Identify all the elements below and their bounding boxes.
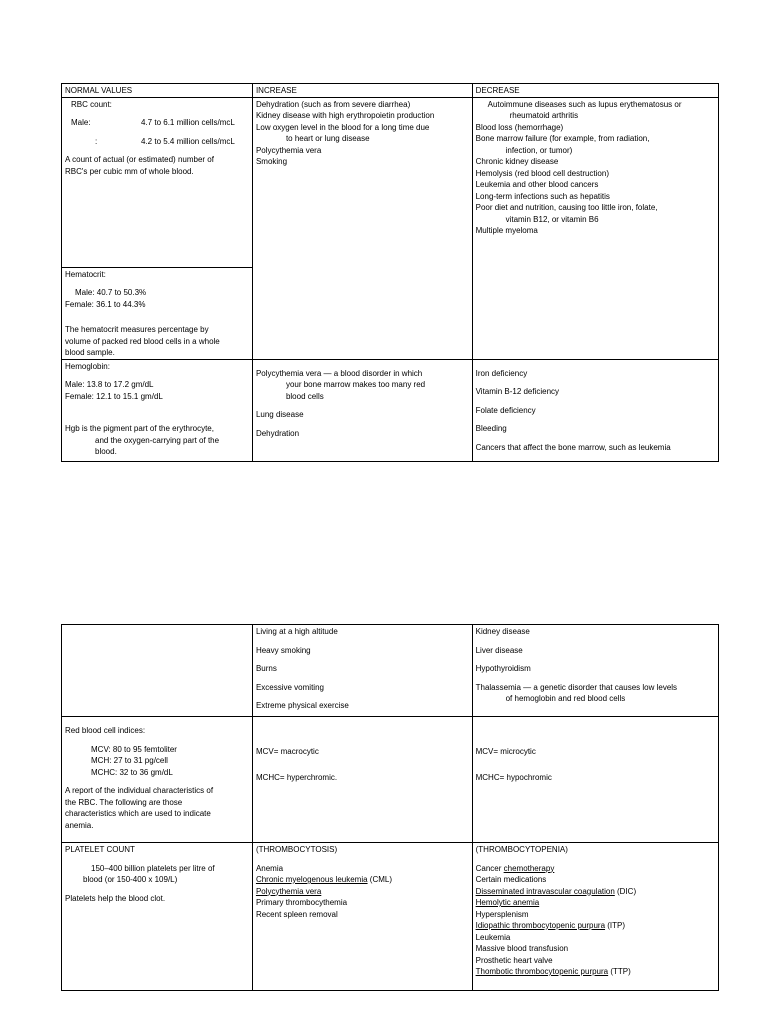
hematocrit-male: Male: 40.7 to 50.3% (75, 288, 147, 297)
platelet-increase-item: Primary thrombocythemia (255, 898, 348, 907)
rbc-male-value: 4.7 to 6.1 million cells/mcL (141, 118, 235, 127)
platelet-decrease-item (476, 966, 715, 978)
hemoglobin-male: Male: 13.8 to 17.2 gm/dL (65, 380, 154, 389)
continued-decrease-item: Hypothyroidism (475, 664, 531, 673)
rbc-increase-item: Smoking (255, 157, 288, 166)
platelet-decrease-item (476, 863, 715, 875)
dic-link[interactable]: Disseminated intravascular coagulation (475, 886, 615, 896)
cml-suffix: (CML) (367, 875, 393, 884)
table-row-hemoglobin (62, 359, 719, 461)
indices-increase-mcv: MCV= macrocytic (255, 747, 319, 756)
rbc-normal-cell (62, 97, 253, 267)
platelet-decrease-item: Massive blood transfusion (475, 944, 569, 953)
itp-link[interactable]: Idiopathic thrombocytopenic purpura (475, 921, 606, 930)
platelet-value-line-2: blood (or 150-400 x 109/L) (83, 875, 178, 884)
hemolytic-anemia-link[interactable]: Hemolytic anemia (475, 898, 540, 907)
platelet-title: PLATELET COUNT (65, 845, 135, 854)
rbc-decrease-item-continued: infection, or tumor) (505, 145, 573, 155)
hemoglobin-description-line-3: blood. (95, 447, 117, 456)
hemoglobin-decrease-item: Cancers that affect the bone marrow, such as leukemia (475, 442, 671, 452)
hemoglobin-description-line-1: Hgb is the pigment part of the erythrocyte, (65, 424, 214, 433)
indices-increase-cell (252, 717, 472, 843)
ttp-suffix: (TTP) (608, 967, 631, 976)
rbc-increase-item-continued: to heart or lung disease (285, 134, 370, 143)
hemoglobin-description-line-2: and the oxygen-carrying part of the (95, 435, 220, 445)
rbc-decrease-item: Chronic kidney disease (475, 157, 559, 166)
rbc-increase-cell (252, 97, 472, 359)
itp-suffix: (ITP) (605, 921, 626, 930)
chemotherapy-link[interactable]: chemotherapy (503, 863, 555, 873)
indices-decrease-mcv: MCV= microcytic (475, 747, 536, 756)
rbc-decrease-item: Hemolysis (red blood cell destruction) (475, 168, 609, 178)
continued-decrease-cell (472, 625, 718, 717)
rbc-decrease-item: Autoimmune diseases such as lupus erythematosus or (487, 99, 682, 109)
continued-increase-cell (252, 625, 472, 717)
table-row-rbc (62, 97, 719, 267)
rbc-title: RBC count: (71, 99, 112, 109)
cancer-prefix: Cancer (475, 863, 504, 873)
continued-increase-item: Extreme physical exercise (255, 701, 349, 710)
platelet-decrease-cell (472, 843, 718, 991)
platelet-value-line-1: 150–400 billion platelets per litre of (91, 863, 215, 873)
polycythemia-vera-link[interactable]: Polycythemia vera (255, 886, 322, 896)
indices-decrease-mchc: MCHC= hypochromic (475, 772, 552, 782)
hematocrit-title: Hematocrit: (65, 269, 106, 279)
platelet-increase-item (256, 874, 469, 886)
hemoglobin-increase-item-continued: blood cells (285, 391, 324, 401)
indices-description-line-2: the RBC. The following are those (65, 797, 183, 807)
indices-normal-cell (62, 717, 253, 843)
continued-increase-item: Burns (255, 664, 277, 673)
rbc-increase-item: Dehydration (such as from severe diarrhea) (255, 99, 411, 109)
hemoglobin-increase-item-continued: your bone marrow makes too many red (285, 380, 426, 389)
rbc-decrease-cell (472, 97, 718, 359)
table-row-indices (62, 717, 719, 843)
hemoglobin-increase-item: Dehydration (255, 428, 300, 438)
indices-decrease-cell (472, 717, 718, 843)
hemoglobin-decrease-cell (472, 359, 718, 461)
continued-increase-item: Excessive vomiting (255, 682, 324, 692)
continued-decrease-item-continued: of hemoglobin and red blood cells (505, 694, 626, 703)
rbc-decrease-item-continued: rheumatoid arthritis (509, 111, 579, 120)
platelet-description: Platelets help the blood clot. (65, 893, 166, 903)
platelet-decrease-item: Hypersplenism (475, 909, 529, 919)
indices-title: Red blood cell indices: (65, 726, 146, 735)
rbc-increase-item: Low oxygen level in the blood for a long time due (255, 122, 430, 132)
continued-decrease-item: Thalassemia — a genetic disorder that causes low levels (475, 682, 678, 692)
blood-values-table-2 (61, 624, 719, 991)
continued-increase-item: Heavy smoking (255, 645, 311, 655)
continued-increase-item: Living at a high altitude (255, 627, 338, 636)
hemoglobin-increase-cell (252, 359, 472, 461)
hemoglobin-decrease-item: Vitamin B-12 deficiency (475, 387, 560, 396)
hematocrit-normal-cell (62, 267, 253, 359)
rbc-female-value: 4.2 to 5.4 million cells/mcL (141, 136, 235, 146)
rbc-decrease-item: Long-term infections such as hepatitis (475, 191, 610, 201)
indices-mch: MCH: 27 to 31 pg/cell (91, 756, 168, 765)
header-increase: INCREASE (252, 84, 472, 98)
hemoglobin-increase-item: Lung disease (255, 410, 304, 419)
rbc-decrease-item: Bone marrow failure (for example, from radiation, (475, 134, 650, 143)
indices-increase-mchc: MCHC= hyperchromic. (255, 772, 338, 782)
platelet-increase-item: Anemia (255, 863, 284, 873)
rbc-decrease-item: Poor diet and nutrition, causing too little iron, folate, (475, 203, 658, 212)
indices-description-line-4: anemia. (65, 820, 94, 830)
hemoglobin-decrease-item: Folate deficiency (475, 405, 536, 415)
rbc-decrease-item: Blood loss (hemorrhage) (475, 122, 564, 132)
table-header-row (62, 84, 719, 98)
dic-suffix: (DIC) (614, 886, 637, 896)
hemoglobin-increase-item: Polycythemia vera — a blood disorder in which (255, 368, 423, 378)
rbc-description-line-2: RBC's per cubic mm of whole blood. (65, 166, 194, 176)
continued-normal-cell (62, 625, 253, 717)
continued-decrease-item: Liver disease (475, 645, 523, 655)
platelet-decrease-item: Leukemia (475, 932, 511, 942)
indices-mchc: MCHC: 32 to 36 gm/dL (91, 767, 173, 777)
blood-values-table-1 (61, 83, 719, 462)
platelet-increase-item (256, 886, 469, 898)
thrombocytosis-header: (THROMBOCYTOSIS) (255, 845, 338, 854)
platelet-decrease-item: Certain medications (475, 875, 547, 884)
rbc-male-label: Male: (71, 118, 91, 127)
ttp-link[interactable]: Thombotic thrombocytopenic purpura (475, 967, 609, 976)
continued-decrease-item: Kidney disease (475, 627, 530, 636)
platelet-decrease-item (476, 897, 715, 909)
platelet-decrease-item: Prosthetic heart valve (475, 955, 553, 965)
rbc-decrease-item-continued: vitamin B12, or vitamin B6 (505, 214, 599, 224)
rbc-female-label: : (95, 136, 98, 146)
hematocrit-description-line-1: The hematocrit measures percentage by (65, 325, 209, 334)
rbc-increase-item: Kidney disease with high erythropoietin production (255, 111, 435, 120)
header-decrease: DECREASE (472, 84, 718, 98)
indices-description-line-3: characteristics which are used to indicate (65, 809, 211, 818)
platelet-decrease-item (476, 920, 715, 932)
hemoglobin-decrease-item: Iron deficiency (475, 368, 528, 378)
platelet-normal-cell (62, 843, 253, 991)
hemoglobin-normal-cell (62, 359, 253, 461)
hematocrit-description-line-3: blood sample. (65, 348, 115, 357)
table-row-continued (62, 625, 719, 717)
platelet-increase-item: Recent spleen removal (255, 909, 338, 919)
indices-mcv: MCV: 80 to 95 femtoliter (91, 744, 177, 754)
hemoglobin-title: Hemoglobin: (65, 361, 110, 371)
hematocrit-female: Female: 36.1 to 44.3% (65, 299, 146, 309)
hemoglobin-female: Female: 12.1 to 15.1 gm/dL (65, 391, 163, 401)
rbc-increase-item: Polycythemia vera (255, 145, 322, 155)
rbc-description-line-1: A count of actual (or estimated) number of (65, 155, 214, 164)
table-row-platelet (62, 843, 719, 991)
thrombocytopenia-header: (THROMBOCYTOPENIA) (475, 845, 568, 854)
indices-description-line-1: A report of the individual characteristics of (65, 786, 214, 795)
rbc-decrease-item: Multiple myeloma (475, 226, 538, 235)
rbc-decrease-item: Leukemia and other blood cancers (475, 180, 599, 189)
platelet-increase-cell (252, 843, 472, 991)
platelet-decrease-item (476, 886, 715, 898)
header-normal-values: NORMAL VALUES (62, 84, 253, 98)
hemoglobin-decrease-item: Bleeding (475, 424, 507, 433)
cml-link[interactable]: Chronic myelogenous leukemia (255, 875, 368, 884)
hematocrit-description-line-2: volume of packed red blood cells in a whole (65, 336, 220, 346)
